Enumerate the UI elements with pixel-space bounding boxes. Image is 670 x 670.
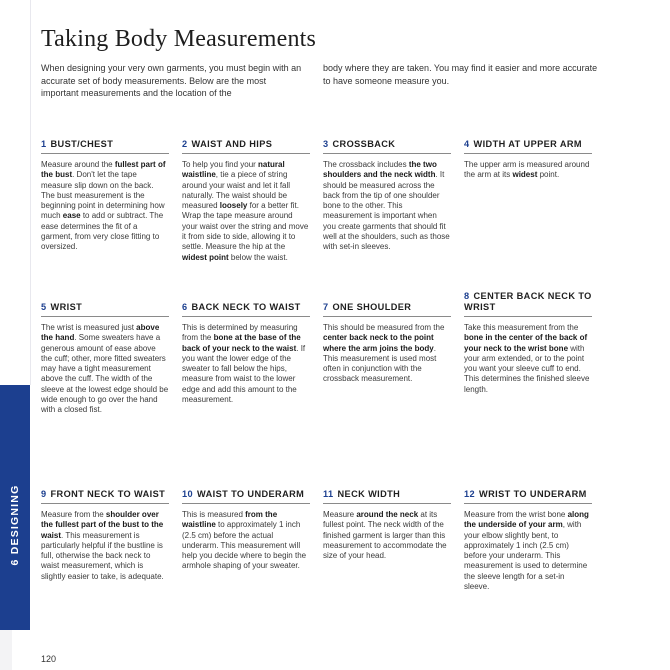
page-title: Taking Body Measurements [41, 26, 317, 52]
body-text: The crossback includes [323, 160, 409, 169]
measurement-number: 1 [41, 139, 47, 149]
body-text: To help you find your [182, 160, 259, 169]
body-text: to add or subtract. The ease determines the fit of a garment, from very close fitting to oversized. [41, 211, 164, 252]
measurement-number: 11 [323, 489, 334, 499]
measurement-back-neck-waist [182, 289, 310, 405]
emphasis-text: along the underside of your arm [464, 510, 589, 530]
measurement-number: 7 [323, 302, 329, 312]
measurement-description [41, 323, 169, 416]
page-number: 120 [41, 654, 57, 664]
body-text: Measure from the wrist bone [464, 510, 568, 519]
body-text: Measure around the [41, 160, 115, 169]
measurement-center-back-neck-wrist [464, 289, 592, 395]
emphasis-text: center back neck to the point where the arm joins the body [323, 333, 434, 353]
measurement-description [323, 510, 451, 561]
measurement-description [323, 323, 451, 385]
measurement-description [182, 510, 310, 572]
measurement-description [323, 160, 451, 253]
body-text: This is determined by measuring from the [182, 323, 298, 343]
measurement-title: BACK NECK TO WAIST [191, 302, 301, 312]
intro-text-col2: body where they are taken. You may find it easier and more accurate to have someone measure you. [323, 63, 598, 86]
emphasis-text: above the hand [41, 323, 160, 343]
measurement-description [182, 323, 310, 405]
measurement-description [464, 510, 592, 592]
measurement-heading [41, 126, 169, 154]
measurement-title: CROSSBACK [332, 139, 396, 149]
body-text: below the waist. [228, 252, 288, 262]
body-text: , with your elbow slightly bent, to approximately 1 inch (2.5 cm) before your underarm. This measurement is used to determine the sleeve length for a set-in sleeve. [464, 520, 588, 592]
emphasis-text: fullest part of the bust [41, 160, 166, 180]
measurement-heading [41, 289, 169, 317]
measurement-wrist [41, 289, 169, 416]
measurement-number: 12 [464, 489, 476, 499]
measurement-title: BUST/CHEST [50, 139, 114, 149]
body-text: The wrist is measured just [41, 323, 137, 332]
body-text: This is measured [182, 510, 246, 519]
body-text: for a better fit. Wrap the tape measure around your waist over the string and move it from side to side, allowing it to settle. Measure the hip at the [182, 201, 309, 252]
measurement-number: 6 [182, 302, 188, 312]
measurement-number: 8 [464, 291, 470, 301]
measurement-heading [464, 126, 592, 154]
measurement-heading [182, 289, 310, 317]
measurement-front-neck-waist [41, 476, 169, 582]
body-text: to approximately 1 inch (2.5 cm) before the actual underarm. This measurement will help you decide where to begin the armhole shaping of your sweater. [182, 520, 307, 571]
body-text: . This measurement is particularly helpful if the bustline is full, otherwise the back neck to waist measurement, which is slightly easier to take, is adequate. [41, 530, 164, 581]
measurement-title: WAIST AND HIPS [191, 139, 273, 149]
measurement-title: WRIST TO UNDERARM [479, 489, 587, 499]
body-text: This should be measured from the [323, 323, 445, 332]
measurement-title: WAIST TO UNDERARM [197, 489, 305, 499]
measurement-heading [323, 126, 451, 154]
measurement-title: FRONT NECK TO WAIST [50, 489, 166, 499]
measurement-number: 9 [41, 489, 47, 499]
measurement-waist-underarm [182, 476, 310, 572]
measurement-description [182, 160, 310, 263]
body-text: Measure [323, 510, 357, 519]
measurement-one-shoulder [323, 289, 451, 385]
measurement-heading [464, 289, 592, 317]
measurement-description [464, 160, 592, 181]
measurement-title: WIDTH AT UPPER ARM [473, 139, 582, 149]
emphasis-text: bone at the base of the back of your neck to the waist [182, 333, 301, 353]
measurement-number: 3 [323, 139, 329, 149]
emphasis-text: the two shoulders and the neck width [323, 160, 437, 180]
emphasis-text: from the waistline [182, 510, 278, 530]
body-text: . Don't let the tape measure slip down on the back. The bust measurement is the beginning point in determining how much [41, 170, 165, 221]
measurement-upper-arm [464, 126, 592, 181]
emphasis-text: shoulder over the fullest part of the bust to the waist [41, 510, 164, 540]
measurement-number: 4 [464, 139, 470, 149]
measurement-description [41, 510, 169, 582]
body-text: Take this measurement from the [464, 323, 579, 332]
body-text: The upper arm is measured around the arm at its [464, 160, 590, 180]
body-text: . If you want the lower edge of the sweater to fall below the hips, measure from waist to the lower edge and add this amount to the measurement. [182, 343, 306, 405]
measurement-number: 2 [182, 139, 188, 149]
measurement-description [41, 160, 169, 253]
body-text: . It should be measured across the back from the tip of one shoulder bone to the other. This measurement is important when you create garments that should fit well at the shoulders, such as those with set-in sleeves. [323, 170, 450, 252]
measurement-title: CENTER BACK NECK TO WRIST [464, 291, 592, 312]
measurement-heading [41, 476, 169, 504]
emphasis-text: around the neck [356, 510, 419, 519]
measurement-heading [323, 476, 451, 504]
measurement-title: NECK WIDTH [337, 489, 401, 499]
emphasis-text: natural waistline [182, 160, 285, 180]
measurement-description [464, 323, 592, 395]
body-text: at its fullest point. The neck width of the finished garment is larger than this measurement to accommodate the size of your head. [323, 510, 447, 561]
side-margin [0, 0, 31, 385]
measurement-neck-width [323, 476, 451, 561]
emphasis-text: widest [512, 170, 538, 180]
emphasis-text: bone in the center of the back of your neck to the wrist bone [464, 333, 588, 353]
measurement-title: ONE SHOULDER [332, 302, 412, 312]
measurement-heading [323, 289, 451, 317]
measurement-title: WRIST [50, 302, 83, 312]
emphasis-text: ease [62, 211, 81, 221]
body-text: with your arm extended, or to the point you want your sleeve cuff to end. This determines the finished sleeve length. [464, 343, 590, 394]
measurement-crossback [323, 126, 451, 253]
intro-text-col1: When designing your very own garments, you must begin with an accurate set of body measurements. Below are the most important measurements and the location of the [41, 63, 302, 98]
measurement-number: 5 [41, 302, 47, 312]
emphasis-text: widest point [182, 252, 229, 262]
measurement-heading [182, 126, 310, 154]
measurement-wrist-underarm [464, 476, 592, 592]
body-text: Measure from the [41, 510, 106, 519]
measurement-waist-hips [182, 126, 310, 263]
section-tab-label: 6 DESIGNING [9, 484, 21, 566]
body-text: , tie a piece of string around your waist and let it fall naturally. The waist should be measured [182, 170, 291, 211]
measurement-heading [182, 476, 310, 504]
measurement-number: 10 [182, 489, 194, 499]
measurement-bust-chest [41, 126, 169, 253]
measurement-heading [464, 476, 592, 504]
body-text: . Some sweaters have a generous amount of ease above the cuff; other, more fitted sweaters may have a tight measurement above the cuff. The width of the sleeve at the lowest edge should be wide enough to go over the hand with a closed fist. [41, 333, 169, 415]
body-text: . This measurement is used most often in conjunction with the crossback measurement. [323, 343, 437, 384]
emphasis-text: loosely [219, 201, 248, 211]
body-text: point. [537, 170, 560, 180]
